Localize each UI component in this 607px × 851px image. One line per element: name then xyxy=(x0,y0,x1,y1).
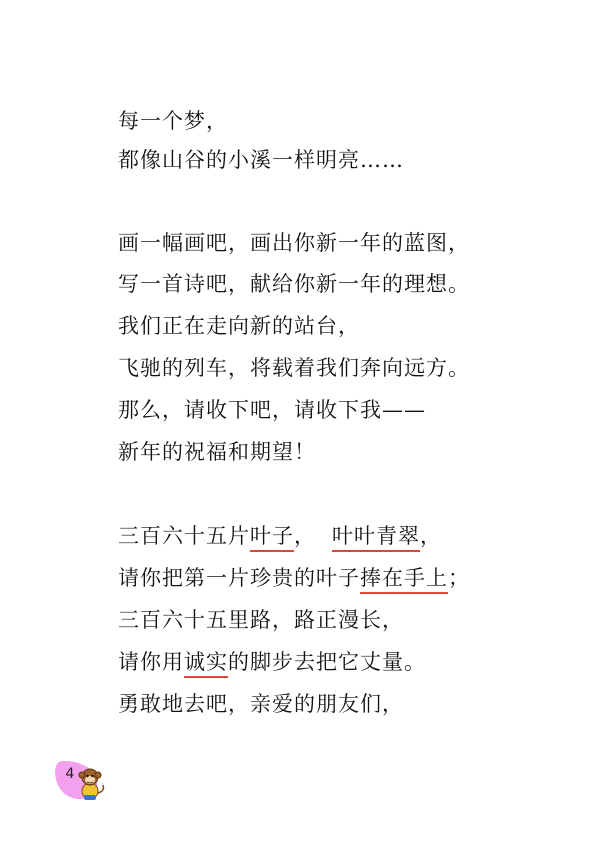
underlined-phrase: 叶子 xyxy=(250,524,294,548)
poem-line: 那么，请收下吧，请收下我—— xyxy=(118,398,426,422)
text-span: ， xyxy=(294,524,316,548)
text-span: ； xyxy=(448,566,470,590)
underlined-phrase: 叶叶青翠 xyxy=(332,524,420,548)
text-span: ， xyxy=(420,524,442,548)
poem-line xyxy=(118,565,470,591)
underlined-phrase: 诚实 xyxy=(184,650,228,674)
text-span: 请你用 xyxy=(118,650,184,674)
poem-line: 勇敢地去吧，亲爱的朋友们， xyxy=(118,692,404,716)
poem-line: 都像山谷的小溪一样明亮…… xyxy=(118,148,404,172)
poem-line: 飞驰的列车，将载着我们奔向远方。 xyxy=(118,356,470,380)
poem-line: 新年的祝福和期望！ xyxy=(118,440,316,464)
poem-line xyxy=(118,523,442,549)
text-span: 的脚步去把它丈量。 xyxy=(228,650,426,674)
poem-line: 每一个梦， xyxy=(118,109,228,133)
poem-line: 写一首诗吧，献给你新一年的理想。 xyxy=(118,272,470,296)
text-span: 三百六十五片 xyxy=(118,524,250,548)
poem-line xyxy=(118,649,426,675)
page-number: 4 xyxy=(65,766,75,782)
poem-line: 我们正在走向新的站台， xyxy=(118,314,360,338)
text-span: 请你把第一片珍贵的叶子 xyxy=(118,566,360,590)
poem-line: 三百六十五里路，路正漫长， xyxy=(118,608,404,632)
underlined-phrase: 捧在手上 xyxy=(360,566,448,590)
poem-line: 画一幅画吧，画出你新一年的蓝图， xyxy=(118,231,470,255)
